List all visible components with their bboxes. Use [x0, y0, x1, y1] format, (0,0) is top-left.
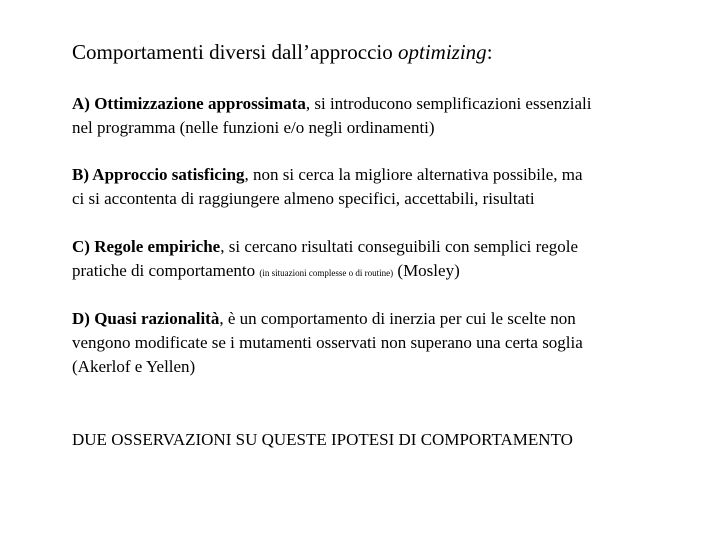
item-d	[72, 307, 692, 379]
title-italic-term: optimizing	[398, 40, 487, 64]
item-a-line-2: nel programma (nelle funzioni e/o negli ordinamenti)	[72, 118, 435, 137]
closing-heading	[72, 428, 692, 452]
item-c-line-2-text: pratiche di comportamento	[72, 261, 260, 280]
item-d-text: , è un comportamento di inerzia per cui le scelte non	[219, 309, 576, 328]
title-suffix: :	[486, 40, 493, 64]
item-b-line-2: ci si accontenta di raggiungere almeno specifici, accettabili, risultati	[72, 189, 535, 208]
slide-title	[72, 38, 493, 66]
item-c-label: C) Regole empiriche	[72, 237, 221, 256]
item-c-line-1	[72, 235, 692, 259]
item-a	[72, 92, 692, 140]
item-a-label: A) Ottimizzazione approssimata	[72, 94, 306, 113]
item-b-line-1	[72, 163, 692, 187]
title-prefix: Comportamenti diversi dall’approccio	[72, 40, 398, 64]
item-d-line-3: (Akerlof e Yellen)	[72, 357, 196, 376]
item-c-small-note: (in situazioni complesse o di routine)	[259, 268, 394, 278]
item-a-line-1	[72, 92, 692, 116]
item-d-line-1	[72, 307, 692, 331]
item-b-text: , non si cerca la migliore alternativa possibile, ma	[244, 165, 583, 184]
closing-text: DUE OSSERVAZIONI SU QUESTE IPOTESI DI COMPORTAMENTO	[72, 430, 573, 449]
item-a-text: , si introducono semplificazioni essenziali	[305, 94, 592, 113]
item-c-line-2	[72, 259, 692, 285]
item-c-text: , si cercano risultati conseguibili con semplici regole	[220, 237, 579, 256]
item-b-label: B) Approccio satisficing	[72, 165, 245, 184]
item-d-label: D) Quasi razionalità	[72, 309, 220, 328]
item-b	[72, 163, 692, 211]
item-c-citation: (Mosley)	[393, 261, 460, 280]
item-d-line-2: vengono modificate se i mutamenti osservati non superano una certa soglia	[72, 333, 583, 352]
item-c	[72, 235, 692, 285]
